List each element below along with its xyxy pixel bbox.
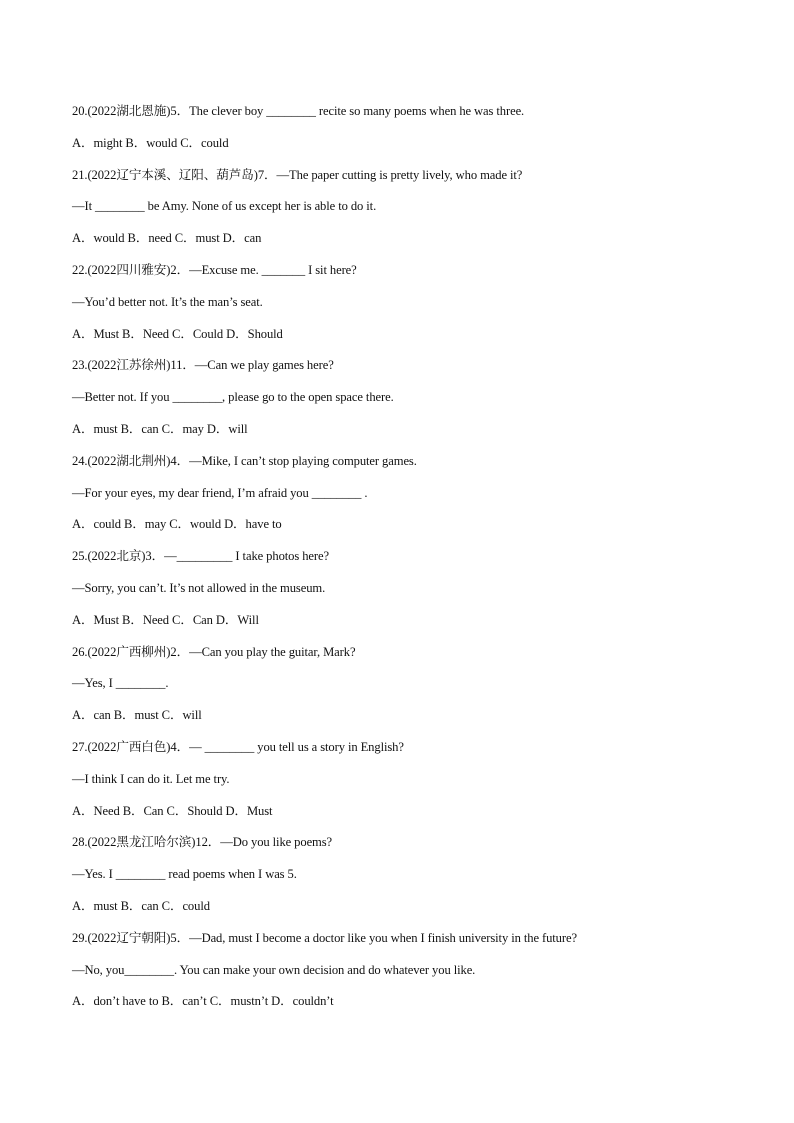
dialogue-line: —Yes, I ________.: [72, 676, 169, 691]
question-stem: 27.(2022广西白色)4．— ________ you tell us a story in English?: [72, 739, 404, 754]
question-stem: 25.(2022北京)3．—_________ I take photos here?: [72, 549, 329, 564]
dialogue-line: —Yes. I ________ read poems when I was 5.: [72, 867, 297, 882]
question-stem: 29.(2022辽宁朝阳)5．—Dad, must I become a doctor like you when I finish university in the future?: [72, 930, 577, 945]
answer-options: A．Need B．Can C．Should D．Must: [72, 803, 273, 818]
question-stem: 26.(2022广西柳州)2．—Can you play the guitar, Mark?: [72, 644, 356, 659]
question-26: [72, 642, 752, 737]
dialogue-line: —No, you________. You can make your own decision and do whatever you like.: [72, 962, 476, 977]
question-27: [72, 737, 752, 832]
question-stem: 22.(2022四川雅安)2．—Excuse me. _______ I sit here?: [72, 262, 357, 277]
answer-options: A．don’t have to B．can’t C．mustn’t D．couldn’t: [72, 994, 334, 1009]
question-23: [72, 355, 752, 450]
dialogue-line: —I think I can do it. Let me try.: [72, 771, 230, 786]
question-list: [72, 101, 752, 1023]
dialogue-line: —Sorry, you can’t. It’s not allowed in the museum.: [72, 580, 326, 595]
question-22: [72, 260, 752, 355]
answer-options: A．must B．can C．may D．will: [72, 421, 248, 436]
answer-options: A．Must B．Need C．Can D．Will: [72, 612, 259, 627]
question-stem: 28.(2022黑龙江哈尔滨)12．—Do you like poems?: [72, 835, 333, 850]
question-25: [72, 546, 752, 641]
question-21: [72, 165, 752, 260]
dialogue-line: —You’d better not. It’s the man’s seat.: [72, 294, 263, 309]
answer-options: A．would B．need C．must D．can: [72, 231, 262, 246]
answer-options: A．can B．must C．will: [72, 708, 202, 723]
question-28: [72, 832, 752, 927]
question-24: [72, 451, 752, 546]
answer-options: A．must B．can C．could: [72, 898, 210, 913]
answer-options: A．Must B．Need C．Could D．Should: [72, 326, 283, 341]
question-stem: 21.(2022辽宁本溪、辽阳、葫芦岛)7．—The paper cutting is pretty lively, who made it?: [72, 167, 523, 182]
question-stem: 24.(2022湖北荆州)4．—Mike, I can’t stop playing computer games.: [72, 453, 417, 468]
question-stem: 23.(2022江苏徐州)11．—Can we play games here?: [72, 358, 334, 373]
dialogue-line: —Better not. If you ________, please go to the open space there.: [72, 390, 394, 405]
question-20: [72, 101, 752, 165]
question-29: [72, 928, 752, 1023]
dialogue-line: —It ________ be Amy. None of us except her is able to do it.: [72, 199, 377, 214]
question-stem: 20.(2022湖北恩施)5．The clever boy ________ recite so many poems when he was three.: [72, 104, 525, 118]
answer-options: A．might B．would C．could: [72, 135, 229, 150]
answer-options: A．could B．may C．would D．have to: [72, 517, 282, 532]
dialogue-line: —For your eyes, my dear friend, I’m afraid you ________ .: [72, 485, 368, 500]
